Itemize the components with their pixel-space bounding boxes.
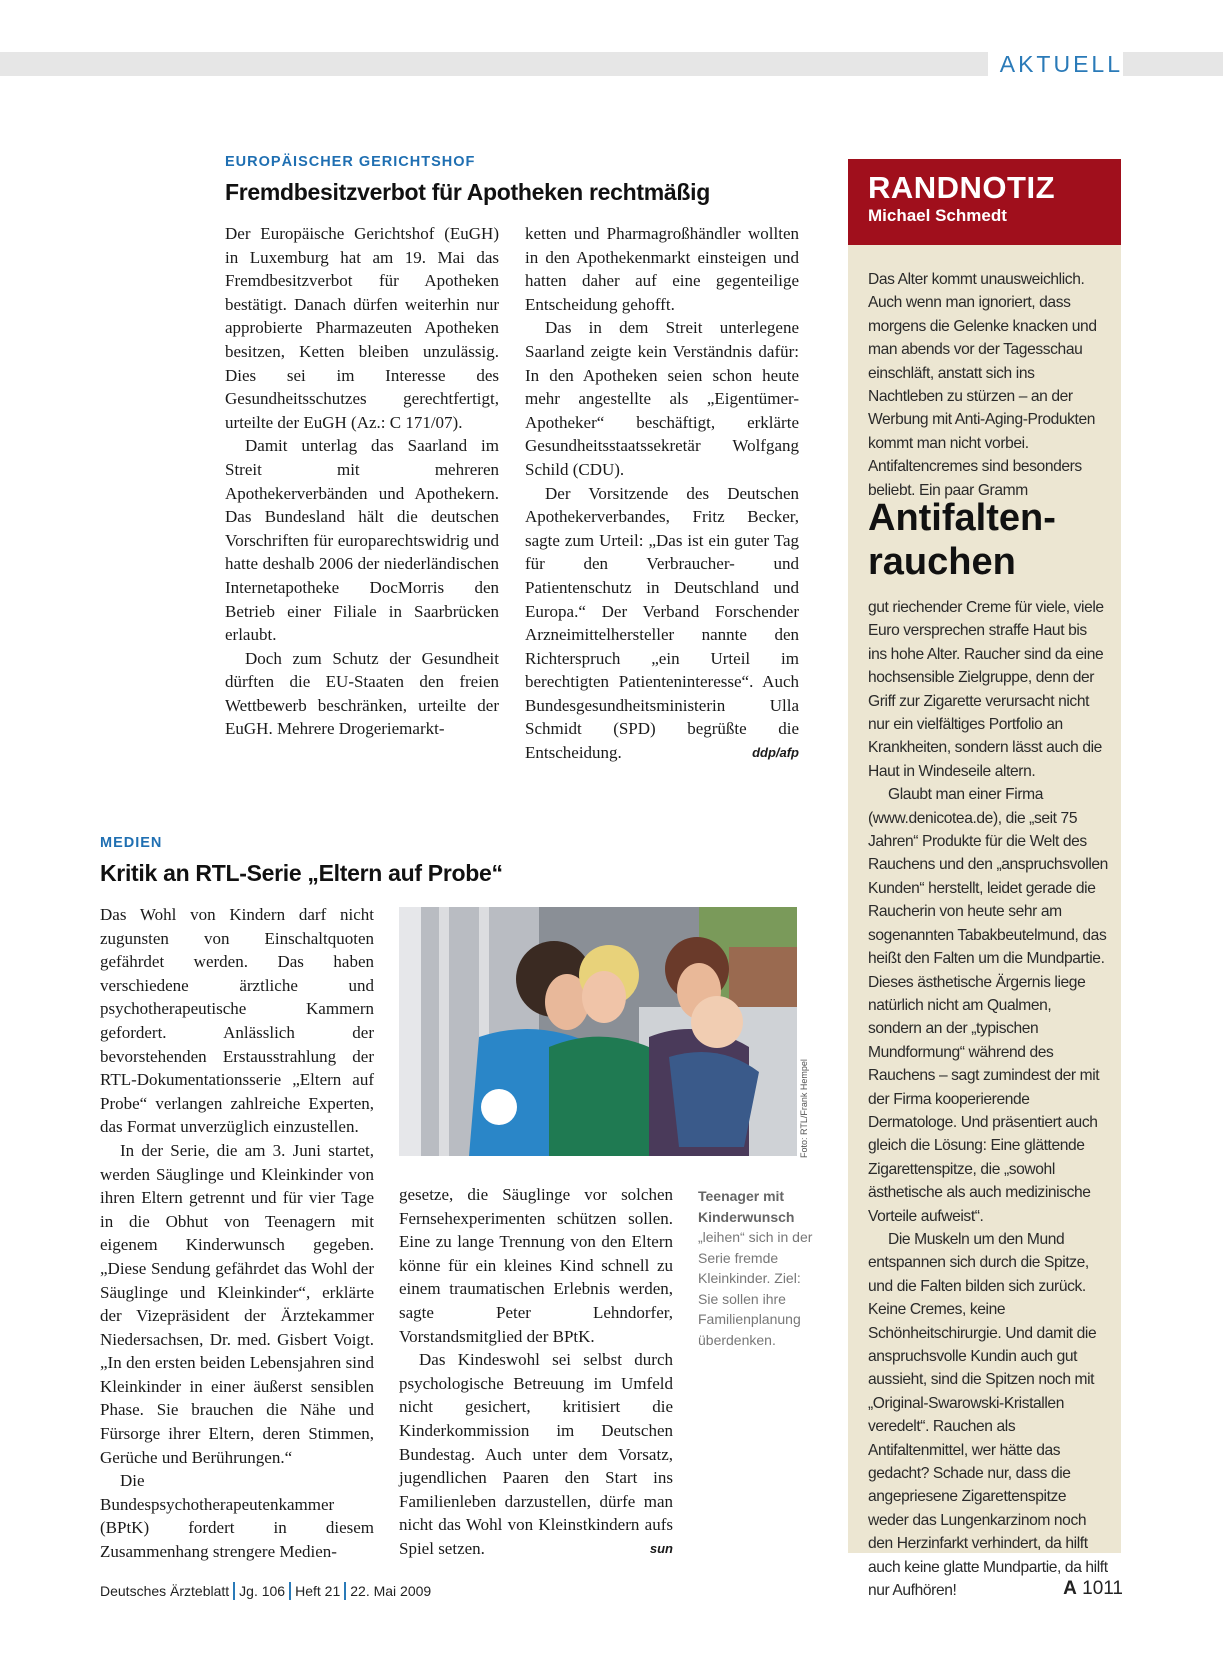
article2-signature: sun: [649, 1540, 673, 1556]
section-label: AKTUELL: [988, 50, 1123, 78]
randnotiz-headline: Antifalten- rauchen: [868, 497, 1056, 583]
page-footer: [100, 1582, 431, 1600]
family-photo-illustration: [399, 907, 797, 1156]
randnotiz-title: RANDNOTIZ: [868, 170, 1056, 205]
caption-title: Teenager mit Kinderwunsch: [698, 1188, 795, 1225]
journal-name: Deutsches Ärzteblatt: [100, 1583, 230, 1599]
article1-paragraph: Doch zum Schutz der Gesundheit dürften die EU-Staaten den freien Wettbewerb beschränken, urteilte der EuGH. Mehrere Drogeriemarkt-: [225, 648, 499, 739]
article1-paragraph: ketten und Pharmagroßhändler wollten in den Apothekenmarkt einsteigen und hatten daher auf eine gegenteilige Entscheidung gehofft.: [525, 224, 799, 314]
article2-paragraph: gesetze, die Säuglinge vor solchen Fernsehexperimenten schützen sollen. Eine zu lange Trennung von den Eltern könne für ein kleines Kind schnell zu einem traumatischen Erlebnis werden, sagte Peter Lehndorfer, Vorstandsmitglied der BPtK.: [399, 1185, 673, 1346]
article1-headline: Fremdbesitzverbot für Apotheken rechtmäßig: [225, 179, 710, 205]
journal-issue: Heft 21: [295, 1583, 341, 1599]
article1-paragraph: Der Vorsitzende des Deutschen Apothekerverbandes, Fritz Becker, sagte zum Urteil: „Das ist ein guter Tag für den Verbraucher- und Patientenschutz in Deutschland und Europa.“ Der Verband Forschender Arzneimittelhersteller nannte den Richterspruch „ein Urteil im berechtigten Patienteninteresse“. Auch Bundesgesundheitsministerin Ulla Schmidt (SPD) begrüßte die Entscheidung. ddp/afp: [525, 482, 799, 765]
article2-paragraph: Die Bundespsychotherapeutenkammer (BPtK) fordert in diesem Zusammenhang strengere Medien-: [100, 1471, 374, 1562]
article2-headline: Kritik an RTL-Serie „Eltern auf Probe“: [100, 860, 503, 886]
article1-paragraph: Der Europäische Gerichtshof (EuGH) in Luxemburg hat am 19. Mai das Fremdbesitzverbot für Apotheken bestätigt. Danach dürfen weiterhin nur approbierte Pharmazeuten Apotheken besitzen, Ketten bleiben unzulässig. Dies sei im Interesse des Gesundheitsschutzes gerechtfertigt, urteilte der EuGH (Az.: C 171/07).: [225, 224, 499, 432]
caption-text: „leihen“ sich in der Serie fremde Kleinkinder. Ziel: Sie sollen ihre Familienplanung überdenken.: [698, 1229, 813, 1348]
randnotiz-paragraph: Die Muskeln um den Mund entspannen sich durch die Spitze, und die Falten bilden sich zurück. Keine Cremes, keine Schönheitschirurgie. Und damit die anspruchsvolle Kundin auch gut aussieht, sind die Spitzen noch mit „Original-Swarowski-Kristallen veredelt“. Rauchen als Antifaltenmittel, wer hätte das gedacht? Schade nur, dass die angepriesene Zigarettenspitze weder das Lungenkarzinom noch den Herzinfarkt verhindert, da hilft auch keine glatte Mundpartie, da hilft nur Aufhören!: [868, 1230, 1108, 1600]
article2-column-2: [399, 1183, 673, 1561]
photo-credit: Foto: RTL/Frank Hempel: [799, 1059, 809, 1158]
article2-paragraph: In der Serie, die am 3. Juni startet, werden Säuglinge und Kleinkinder von ihren Eltern getrennt und für vier Tage in die Obhut von Teenagern mit eigenem Kinderwunsch gegeben. „Diese Sendung gefährdet das Wohl der Säuglinge und Kleinkinder“, erklärte der Vizepräsident der Ärztekammer Niedersachsen, Dr. med. Gisbert Voigt. „In den ersten beiden Lebensjahren sind Kleinkinder in einer äußerst sensiblen Phase. Sie brauchen die Nähe und Fürsorge ihrer Eltern, deren Stimmen, Gerüche und Berührungen.“: [100, 1140, 374, 1467]
randnotiz-author: Michael Schmedt: [868, 206, 1007, 225]
journal-volume: Jg. 106: [239, 1583, 286, 1599]
article1-column-2: [525, 222, 799, 765]
randnotiz-paragraph: Glaubt man einer Firma (www.denicotea.de), die „seit 75 Jahren“ Produkte für die Welt des Rauchens und den „anspruchsvollen Kunden“ herstellt, leidet gerade die Raucherin von heute sehr am sogenannten Tabakbeutelmund, das heißt den Falten um die Mundpartie. Dieses ästhetische Ärgernis liege natürlich nicht am Qualmen, sondern an der „typischen Mundformung“ während des Rauchens – sagt zumindest der mit der Firma kooperierende Dermatologe. Und präsentiert auch gleich die Lösung: Eine glättende Zigarettenspitze, die „sowohl ästhetische als auch medizinische Vorteile aufweist“.: [868, 786, 1108, 1225]
article2-paragraph: Das Wohl von Kindern darf nicht zugunsten von Einschaltquoten gefährdet werden. Das haben verschiedene ärztliche und psychotherapeutische Kammern gefordert. Anlässlich der bevorstehenden Erstausstrahlung der RTL-Dokumentationsserie „Eltern auf Probe“ verlangen zahlreiche Experten, das Format unverzüglich einzustellen.: [100, 905, 374, 1137]
randnotiz-body: [868, 596, 1108, 1602]
journal-date: 22. Mai 2009: [350, 1583, 432, 1599]
article2-kicker: MEDIEN: [100, 835, 163, 851]
randnotiz-intro: Das Alter kommt unausweichlich. Auch wenn man ignoriert, dass morgens die Gelenke knacken und man abends vor der Tagesschau einschläft, anstatt sich ins Nachtleben zu stürzen – an der Werbung mit Anti-Aging-Produkten kommt man nicht vorbei. Antifaltencremes sind besonders beliebt. Ein paar Gramm: [868, 271, 1097, 499]
article2-paragraph: Das Kindeswohl sei selbst durch psychologische Betreuung im Umfeld nicht gesichert, kritisiert die Kinderkommission im Deutschen Bundestag. Auch unter dem Vorsatz, jugendlichen Paaren den Start ins Familienleben darzustellen, dürfe man nicht das Wohl von Kleinstkindern aufs Spiel setzen. sun: [399, 1348, 673, 1560]
randnotiz-paragraph: gut riechender Creme für viele, viele Euro versprechen straffe Haut bis ins hohe Alter. Raucher sind da eine hochsensible Zielgruppe, denn der Griff zur Zigarette verursacht nicht nur ein vielfältiges Portfolio an Krankheiten, sondern lässt auch die Haut in Windeseile altern.: [868, 599, 1104, 780]
page-number: A 1011: [1063, 1578, 1123, 1599]
article1-paragraph: Das in dem Streit unterlegene Saarland zeigte kein Verständnis dafür: In den Apotheken seien schon heute mehr angestellte als „Eigentümer-Apotheker“ beschäftigt, erklärte Gesundheitsstaatssekretär Wolfgang Schild (CDU).: [525, 318, 799, 479]
article2-column-1: [100, 903, 374, 1564]
article1-signature: ddp/afp: [752, 745, 799, 761]
article1-column-1: [225, 222, 499, 741]
article2-photo: [399, 907, 797, 1156]
article1-paragraph: Damit unterlag das Saarland im Streit mit mehreren Apothekerverbänden und Apothekern. Das Bundesland hält die deutschen Vorschriften für europarechtswidrig und hatte deshalb 2006 der niederländischen Internetapotheke DocMorris den Betrieb einer Filiale in Saarbrücken erlaubt.: [225, 436, 499, 645]
article1-kicker: EUROPÄISCHER GERICHTSHOF: [225, 154, 476, 170]
photo-caption: [698, 1186, 818, 1350]
